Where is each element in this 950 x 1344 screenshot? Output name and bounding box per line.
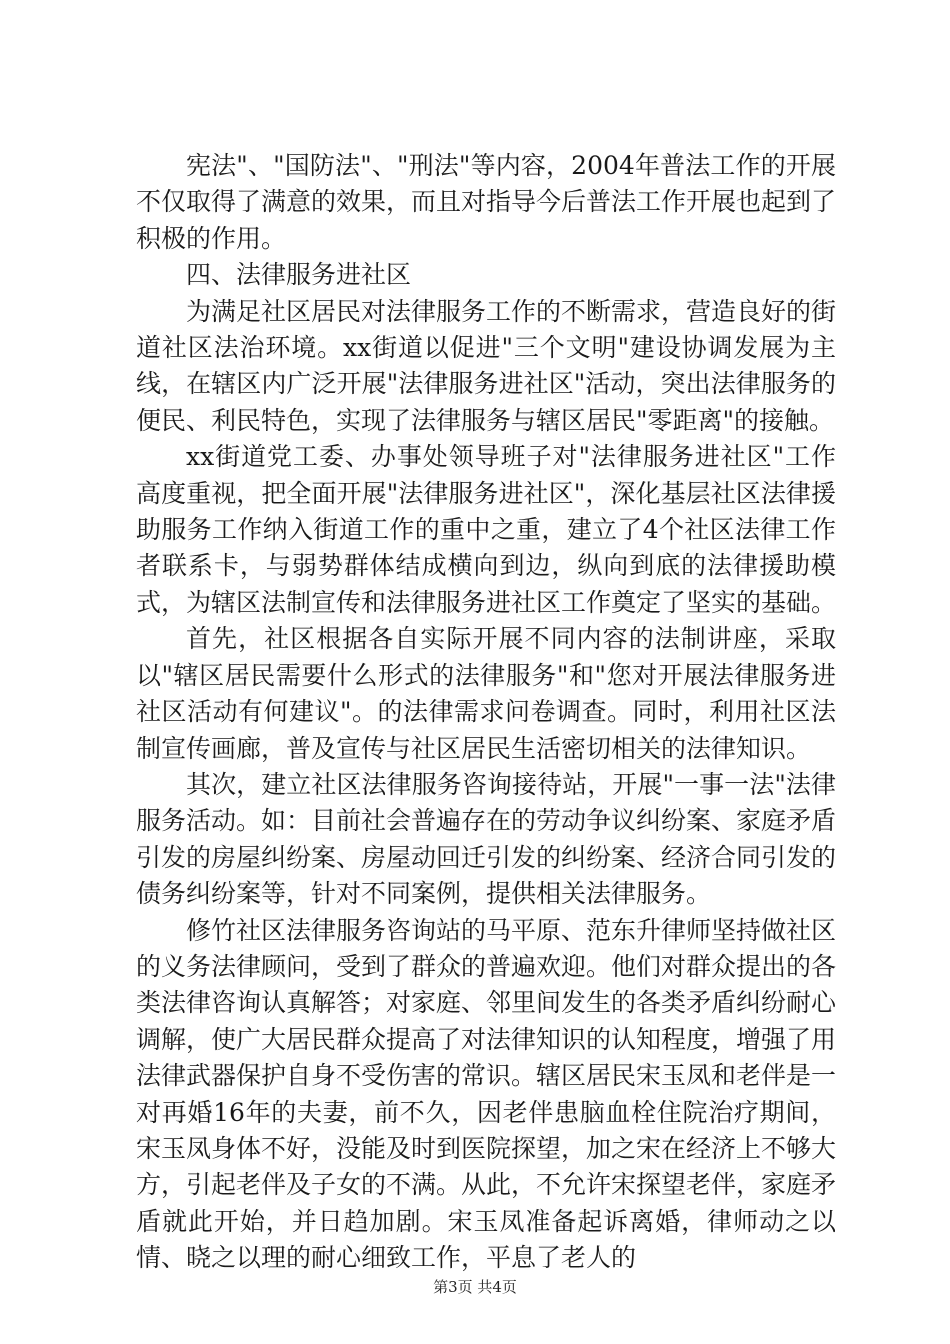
paragraph: 为满足社区居民对法律服务工作的不断需求，营造良好的街道社区法治环境。xx街道以促进"三个文明"建设协调发展为主线，在辖区内广泛开展"法律服务进社区"活动，突出法律服务的便民、利民特色，实现了法律服务与辖区居民"零距离"的接触。 [136, 296, 837, 435]
paragraph: 其次，建立社区法律服务咨询接待站，开展"一事一法"法律服务活动。如：目前社会普遍存在的劳动争议纠纷案、家庭矛盾引发的房屋纠纷案、房屋动回迁引发的纠纷案、经济合同引发的债务纠纷案等，针对不同案例，提供相关法律服务。 [136, 769, 837, 909]
page-number-footer: 第3页 共4页 [433, 1278, 517, 1296]
paragraph: 首先，社区根据各自实际开展不同内容的法制讲座，采取以"辖区居民需要什么形式的法律服务"和"您对开展法律服务进社区活动有何建议"。的法律需求问卷调查。同时，利用社区法制宣传画廊，普及宣传与社区居民生活密切相关的法律知识。 [136, 624, 836, 763]
paragraph-continued: 宪法"、"国防法"、"刑法"等内容，2004年普法工作的开展不仅取得了满意的效果，而且对指导今后普法工作开展也起到了积极的作用。 [136, 151, 837, 253]
paragraph: xx街道党工委、办事处领导班子对"法律服务进社区"工作高度重视，把全面开展"法律服务进社区"，深化基层社区法律援助服务工作纳入街道工作的重中之重，建立了4个社区法律工作者联系卡，与弱势群体结成横向到边，纵向到底的法律援助模式，为辖区法制宣传和法律服务进社区工作奠定了坚实的基础。 [136, 442, 837, 617]
document-body [136, 148, 836, 1277]
paragraph: 修竹社区法律服务咨询站的马平原、范东升律师坚持做社区的义务法律顾问，受到了群众的普遍欢迎。他们对群众提出的各类法律咨询认真解答；对家庭、邻里间发生的各类矛盾纠纷耐心调解，使广大居民群众提高了对法律知识的认知程度，增强了用法律武器保护自身不受伤害的常识。辖区居民宋玉凤和老伴是一对再婚16年的夫妻，前不久，因老伴患脑血栓住院治疗期间，宋玉凤身体不好，没能及时到医院探望，加之宋在经济上不够大方，引起老伴及子女的不满。从此，不允许宋探望老伴，家庭矛盾就此开始，并日趋加剧。宋玉凤准备起诉离婚，律师动之以情、晓之以理的耐心细致工作，平息了老人的 [136, 915, 837, 1273]
section-heading: 四、法律服务进社区 [186, 260, 412, 290]
